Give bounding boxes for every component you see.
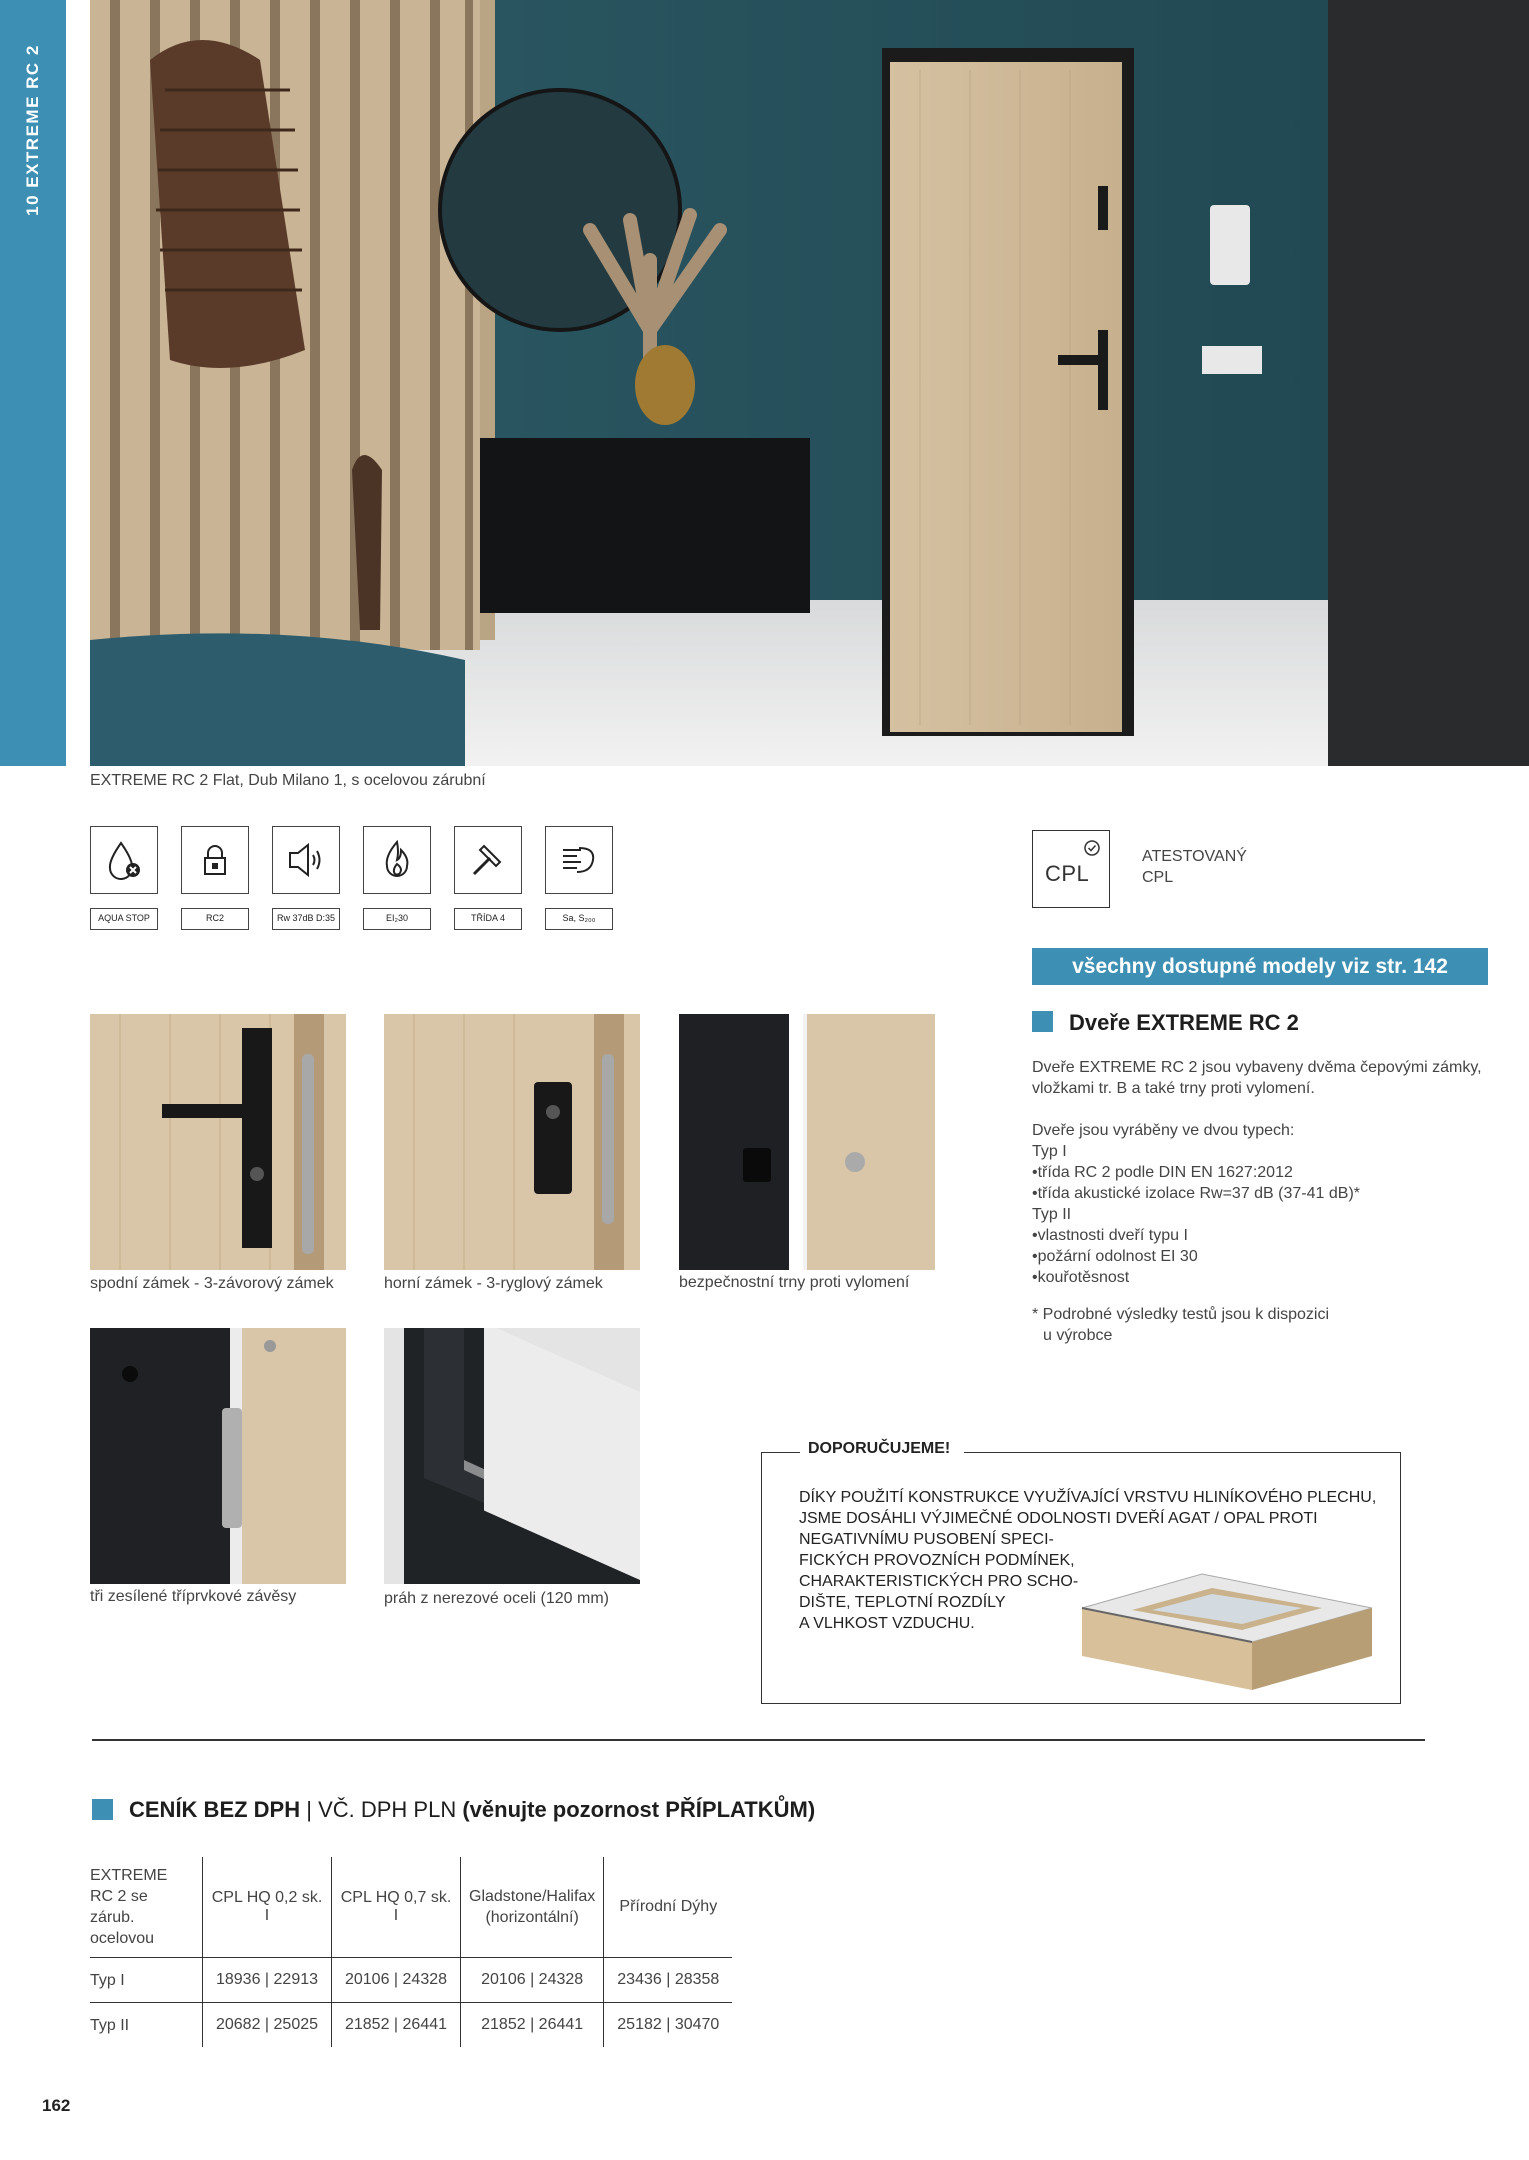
section-divider [92,1739,1425,1741]
feature-acoustic [272,826,342,930]
smoke-icon [545,826,613,894]
hammer-icon [454,826,522,894]
cpl-badge [1032,830,1110,908]
thumb-caption: práh z nerezové oceli (120 mm) [384,1590,609,1607]
table-cell: 20682 | 25025 [203,2003,332,2048]
heading-square-icon [92,1799,113,1820]
cpl-badge-text: CPL [1045,861,1090,886]
section-sidebar [0,0,66,766]
bullet: • [1032,1227,1038,1244]
table-cell: 25182 | 30470 [604,2003,733,2048]
thumb-caption: horní zámek - 3-ryglový zámek [384,1275,603,1292]
test-note [1032,1304,1329,1346]
table-cell: 20106 | 24328 [461,1958,604,2003]
table-cell: 23436 | 28358 [604,1958,733,2003]
test-note-line: u výrobce [1043,1327,1113,1344]
table-cell: 21852 | 26441 [461,2003,604,2048]
door-intro [1032,1057,1482,1099]
door-types [1032,1120,1360,1288]
recommendation-title: DOPORUČUJEME! [800,1440,964,1458]
feature-label: Rw 37dB D:35 [272,908,340,930]
feature-rc2 [181,826,251,930]
list-item: •vlastnosti dveří typu I [1032,1227,1188,1244]
feature-fire [363,826,433,930]
feature-label: Sa, S₂₀₀ [545,908,613,930]
door-title: Dveře EXTREME RC 2 [1069,1010,1299,1035]
feature-smoke [545,826,615,930]
type1-label: Typ I [1032,1143,1067,1160]
models-banner[interactable]: všechny dostupné modely viz str. 142 [1032,948,1488,985]
bullet: • [1032,1269,1038,1286]
table-header-cell: CPL HQ 0,2 sk. I [203,1857,332,1958]
hero-photo [90,0,1529,766]
certified-icon [1083,839,1101,857]
list-item: •požární odolnost EI 30 [1032,1248,1198,1265]
speaker-icon [272,826,340,894]
heading-square-icon [1032,1011,1053,1032]
bullet: • [1032,1185,1038,1202]
feature-aqua-stop [90,826,160,930]
door-intro-line: Dveře EXTREME RC 2 jsou vybaveny dvěma čepovými zámky, [1032,1059,1482,1076]
thumb-caption: tři zesílené tříprvkové závěsy [90,1588,297,1605]
price-list-title [129,1797,815,1823]
types-intro: Dveře jsou vyráběny ve dvou typech: [1032,1122,1295,1139]
feature-label: TŘÍDA 4 [454,908,522,930]
hinges-photo [90,1328,346,1584]
thumb-caption: bezpečnostní trny proti vylomení [679,1274,910,1291]
cpl-desc-line2: CPL [1142,869,1174,886]
table-row [90,2003,732,2048]
page-number: 162 [42,2096,71,2115]
list-item: •kouřotěsnost [1032,1269,1130,1286]
list-item: •třída RC 2 podle DIN EN 1627:2012 [1032,1164,1293,1181]
table-header-cell: Gladstone/Halifax (horizontální) [461,1857,604,1958]
table-cell: 18936 | 22913 [203,1958,332,2003]
feature-class [454,826,524,930]
table-cell: Typ I [90,1958,203,2003]
price-table [90,1857,732,2047]
feature-label: AQUA STOP [90,908,158,930]
table-header-cell: CPL HQ 0,7 sk. I [332,1857,461,1958]
table-cell: Typ II [90,2003,203,2048]
bullet: • [1032,1248,1038,1265]
fire-icon [363,826,431,894]
table-header-cell: Přírodní Dýhy [604,1857,733,1958]
bullet: • [1032,1164,1038,1181]
cpl-desc-line1: ATESTOVANÝ [1142,848,1247,865]
table-cell: 20106 | 24328 [332,1958,461,2003]
table-header-row [90,1857,732,1958]
price-title-note: (věnujte pozornost PŘÍPLATKŮM) [462,1797,816,1822]
list-item: •třída akustické izolace Rw=37 dB (37-41 dB)* [1032,1185,1360,1202]
thumb-caption: spodní zámek - 3-závorový zámek [90,1275,334,1292]
lower-lock-photo [90,1014,346,1270]
threshold-photo [384,1328,640,1584]
door-intro-line: vložkami tr. B a také trny proti vylomení. [1032,1080,1315,1097]
feature-label: RC2 [181,908,249,930]
price-title-normal: VČ. DPH PLN [318,1797,463,1822]
aqua-stop-icon [90,826,158,894]
feature-label: EI₂30 [363,908,431,930]
price-title-separator: | [300,1797,319,1822]
security-pins-photo [679,1014,935,1270]
cpl-description [1142,846,1247,888]
lock-icon [181,826,249,894]
upper-lock-photo [384,1014,640,1270]
table-row [90,1958,732,2003]
price-title-bold: CENÍK BEZ DPH [129,1797,301,1822]
table-cell: 21852 | 26441 [332,2003,461,2048]
door-cross-section-image [1062,1568,1382,1703]
table-header-cell: EXTREME RC 2 se zárub. ocelovou [90,1867,168,1947]
hero-caption: EXTREME RC 2 Flat, Dub Milano 1, s ocelovou zárubní [90,772,486,789]
recommendation-text: DÍKY POUŽITÍ KONSTRUKCE VYUŽÍVAJÍCÍ VRSTVU HLINÍKOVÉHO PLECHU, JSME DOSÁHLI VÝJIMEČNÉ ODOLNOSTI DVEŘÍ AGAT / OPAL PROTI NEGATIVNÍMU PUSOBENÍ SPECI- FICKÝCH PROVOZNÍCH PODMÍNEK, CHARAKTERISTICKÝCH PRO SCHO- DIŠTE, TEPLOTNÍ ROZDÍLY A VLHKOST VZDUCHU. [799,1489,1377,1632]
section-label: 10 EXTREME RC 2 [23,44,42,216]
type2-label: Typ II [1032,1206,1072,1223]
test-note-line: * Podrobné výsledky testů jsou k dispozici [1032,1306,1330,1323]
